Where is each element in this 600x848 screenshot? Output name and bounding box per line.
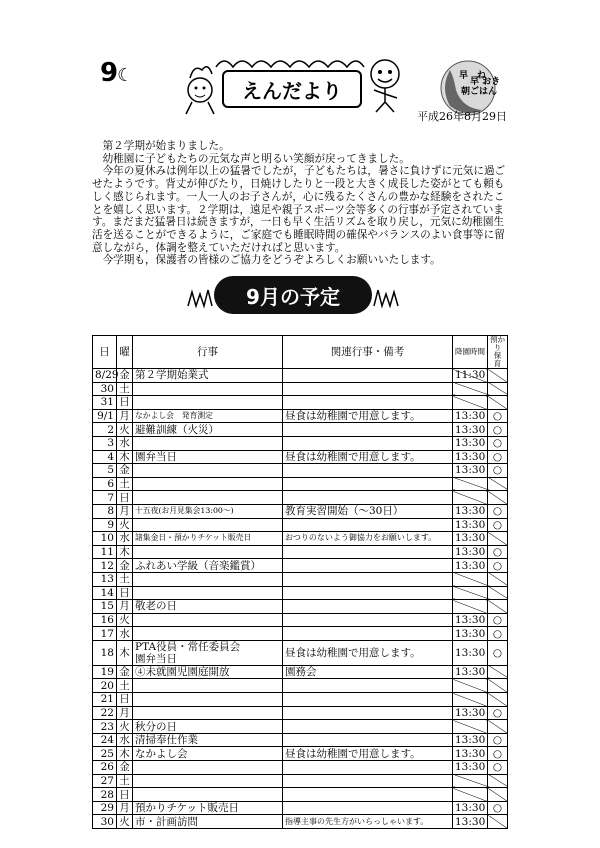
cell-day: 水 <box>117 627 133 641</box>
cell-extended-care <box>488 788 508 802</box>
cell-note <box>283 733 453 747</box>
cell-pickup-time <box>453 586 488 600</box>
cell-note <box>283 613 453 627</box>
cell-pickup-time: 13:30 <box>453 450 488 464</box>
cell-note: 教育実習開始（～30日） <box>283 504 453 518</box>
cell-note <box>283 706 453 720</box>
cell-pickup-time: 13:30 <box>453 706 488 720</box>
table-row <box>93 423 508 437</box>
intro-paragraph: 幼稚園に子どもたちの元気な声と明るい笑顔が戻ってきました。 <box>102 152 410 165</box>
cell-event <box>133 693 283 707</box>
cell-day: 月 <box>117 409 133 423</box>
cell-pickup-time: 13:30 <box>453 747 488 761</box>
header-extended-care: 預かり 保 育 <box>488 336 508 369</box>
cell-pickup-time: 13:30 <box>453 436 488 450</box>
cell-note: 園務会 <box>283 665 453 679</box>
cell-pickup-time <box>453 774 488 788</box>
cell-extended-care: ○ <box>488 640 508 665</box>
cell-note <box>283 720 453 734</box>
cell-day: 日 <box>117 586 133 600</box>
cell-note: 昼食は幼稚園で用意します。 <box>283 640 453 665</box>
cell-date: 22 <box>93 706 117 720</box>
table-row <box>93 761 508 775</box>
table-row <box>93 396 508 410</box>
cell-event: なかよし会 <box>133 747 283 761</box>
cell-extended-care <box>488 774 508 788</box>
table-row <box>93 572 508 586</box>
cell-extended-care <box>488 693 508 707</box>
header-event: 行事 <box>133 336 283 369</box>
cell-note <box>283 774 453 788</box>
cell-extended-care: ○ <box>488 801 508 815</box>
cell-pickup-time: 13:30 <box>453 640 488 665</box>
cell-note <box>283 679 453 693</box>
intro-paragraph: 今年の夏休みは例年以上の猛暑でしたが，子どもたちは，暑さに負けずに元気に過ごせたようです。背丈が伸びたり，日焼けしたりと一段と大きく成長した姿がとても頼もしく感じられます。一人一人のお子さんが，心に残るたくさんの豊かな経験をされたことを嬉しく思います。２学期は，遠足や親子スポーツ会等多くの行事が予定されています。まだまだ猛暑日は続きますが，一日も早く生活リズムを取り戻し，元気に幼稚園生活を送ることができるように，ご家庭でも睡眠時間の確保やバランスのよい食事等に留意しながら，体調を整えていただければと思います。 <box>92 165 506 254</box>
cell-day: 火 <box>117 720 133 734</box>
table-row <box>93 600 508 614</box>
cell-date: 9 <box>93 518 117 532</box>
cell-day: 木 <box>117 545 133 559</box>
table-row <box>93 693 508 707</box>
cell-note: 昼食は幼稚園で用意します。 <box>283 409 453 423</box>
cell-extended-care: ○ <box>488 436 508 450</box>
cell-event <box>133 464 283 478</box>
cell-pickup-time: 13:30 <box>453 545 488 559</box>
cell-extended-care: ○ <box>488 627 508 641</box>
cell-date: 26 <box>93 761 117 775</box>
cell-note <box>283 477 453 491</box>
table-row <box>93 815 508 829</box>
cell-event: ふれあい学級（音楽鑑賞） <box>133 559 283 573</box>
cell-date: 29 <box>93 801 117 815</box>
table-row <box>93 559 508 573</box>
cell-day: 土 <box>117 572 133 586</box>
cell-date: 16 <box>93 613 117 627</box>
cell-event <box>133 706 283 720</box>
cell-pickup-time <box>453 382 488 396</box>
sun-character-icon <box>366 56 404 114</box>
header-pickup-time: 降園時間 <box>453 336 488 369</box>
cell-extended-care <box>488 396 508 410</box>
cell-day: 金 <box>117 369 133 383</box>
cell-extended-care: ○ <box>488 464 508 478</box>
table-row <box>93 801 508 815</box>
cell-extended-care <box>488 382 508 396</box>
cell-day: 土 <box>117 679 133 693</box>
cell-note <box>283 464 453 478</box>
cell-note <box>283 600 453 614</box>
cell-pickup-time: 13:30 <box>453 627 488 641</box>
cell-extended-care: ○ <box>488 747 508 761</box>
cell-date: 8/29 <box>93 369 117 383</box>
header-day: 曜 <box>117 336 133 369</box>
table-row <box>93 640 508 665</box>
cell-extended-care <box>488 477 508 491</box>
cell-day: 木 <box>117 640 133 665</box>
cell-note <box>283 518 453 532</box>
table-row <box>93 518 508 532</box>
cell-pickup-time: 13:30 <box>453 733 488 747</box>
cell-event: 第２学期始業式 <box>133 369 283 383</box>
table-row <box>93 382 508 396</box>
cell-extended-care <box>488 586 508 600</box>
cell-date: 19 <box>93 665 117 679</box>
cell-note: おつりのないよう御協力をお願いします。 <box>283 532 453 546</box>
cell-note <box>283 382 453 396</box>
cell-extended-care <box>488 720 508 734</box>
cell-pickup-time <box>453 491 488 505</box>
cell-pickup-time: 13:30 <box>453 464 488 478</box>
cell-extended-care: ○ <box>488 761 508 775</box>
cell-date: 18 <box>93 640 117 665</box>
cell-extended-care <box>488 600 508 614</box>
intro-paragraph: 今学期も，保護者の皆様のご協力をどうぞよろしくお願いいたします。 <box>102 254 441 267</box>
cell-day: 火 <box>117 815 133 829</box>
table-row <box>93 464 508 478</box>
cell-pickup-time: 13:30 <box>453 801 488 815</box>
cell-pickup-time <box>453 693 488 707</box>
cell-pickup-time <box>453 572 488 586</box>
cell-day: 日 <box>117 396 133 410</box>
cell-date: 25 <box>93 747 117 761</box>
cell-extended-care: ○ <box>488 545 508 559</box>
cell-event <box>133 518 283 532</box>
newsletter-title: えんだより <box>222 70 362 108</box>
cell-date: 17 <box>93 627 117 641</box>
schedule-table <box>92 335 508 829</box>
cell-event: 秋分の日 <box>133 720 283 734</box>
cell-day: 木 <box>117 747 133 761</box>
cell-day: 土 <box>117 774 133 788</box>
cell-note <box>283 559 453 573</box>
cell-date: 30 <box>93 815 117 829</box>
cell-event <box>133 774 283 788</box>
cell-date: 13 <box>93 572 117 586</box>
cell-event: 市・計画訪問 <box>133 815 283 829</box>
cell-event <box>133 613 283 627</box>
cell-date: 4 <box>93 450 117 464</box>
cell-date: 24 <box>93 733 117 747</box>
logo-text-early-sleep: 早 ね <box>459 71 487 81</box>
cell-note <box>283 423 453 437</box>
table-row <box>93 477 508 491</box>
cell-extended-care: ○ <box>488 706 508 720</box>
cell-day: 月 <box>117 801 133 815</box>
cell-date: 20 <box>93 679 117 693</box>
cell-event <box>133 761 283 775</box>
cell-extended-care <box>488 491 508 505</box>
cell-date: 30 <box>93 382 117 396</box>
cell-note <box>283 801 453 815</box>
table-row <box>93 491 508 505</box>
cell-pickup-time <box>453 396 488 410</box>
cell-event: 諸集金日・預かりチケット販売日 <box>133 532 283 546</box>
intro-paragraph: 第２学期が始まりました。 <box>102 140 230 152</box>
cell-event <box>133 627 283 641</box>
cell-pickup-time: 13:30 <box>453 532 488 546</box>
cell-note <box>283 396 453 410</box>
cell-event <box>133 788 283 802</box>
cell-extended-care: ○ <box>488 613 508 627</box>
schedule-title: 9月の予定 <box>214 276 372 314</box>
cell-note: 昼食は幼稚園で用意します。 <box>283 450 453 464</box>
intro-message <box>92 140 508 267</box>
cell-day: 月 <box>117 600 133 614</box>
table-row <box>93 409 508 423</box>
cell-note: 昼食は幼稚園で用意します。 <box>283 747 453 761</box>
cell-date: 21 <box>93 693 117 707</box>
cell-note <box>283 627 453 641</box>
cell-note: 指導主事の先生方がいらっしゃいます。 <box>283 815 453 829</box>
cell-day: 月 <box>117 504 133 518</box>
cell-note <box>283 693 453 707</box>
table-row <box>93 504 508 518</box>
cell-date: 2 <box>93 423 117 437</box>
cell-day: 金 <box>117 665 133 679</box>
cell-date: 6 <box>93 477 117 491</box>
cell-event: ④未就園児園庭開放 <box>133 665 283 679</box>
cell-day: 木 <box>117 450 133 464</box>
cell-date: 31 <box>93 396 117 410</box>
cell-note <box>283 761 453 775</box>
cell-day: 火 <box>117 423 133 437</box>
cell-extended-care: ○ <box>488 409 508 423</box>
cell-pickup-time: 11:30 <box>453 369 488 383</box>
cell-date: 8 <box>93 504 117 518</box>
cell-event: 十五夜(お月見集会13:00～) <box>133 504 283 518</box>
cell-event <box>133 491 283 505</box>
cell-date: 7 <box>93 491 117 505</box>
cell-pickup-time: 13:30 <box>453 423 488 437</box>
table-row <box>93 627 508 641</box>
cell-extended-care <box>488 679 508 693</box>
cell-pickup-time <box>453 477 488 491</box>
cell-day: 土 <box>117 477 133 491</box>
cell-extended-care <box>488 665 508 679</box>
table-row <box>93 774 508 788</box>
cell-note <box>283 369 453 383</box>
table-row <box>93 788 508 802</box>
table-row <box>93 706 508 720</box>
cell-event <box>133 396 283 410</box>
cell-day: 土 <box>117 382 133 396</box>
cell-pickup-time: 13:30 <box>453 409 488 423</box>
cell-event: 避難訓練（火災） <box>133 423 283 437</box>
month-mark: 9☾ <box>100 58 133 88</box>
cell-day: 金 <box>117 464 133 478</box>
table-row <box>93 369 508 383</box>
moon-icon: ☾ <box>117 65 133 86</box>
cell-extended-care: ○ <box>488 518 508 532</box>
table-row <box>93 613 508 627</box>
cell-event <box>133 382 283 396</box>
cell-event: 預かりチケット販売日 <box>133 801 283 815</box>
table-header-row <box>93 336 508 369</box>
cell-day: 日 <box>117 491 133 505</box>
cell-extended-care: ○ <box>488 450 508 464</box>
logo-text-early-rise: 早 おき <box>470 77 501 87</box>
cell-event <box>133 545 283 559</box>
cell-day: 金 <box>117 559 133 573</box>
header-notes: 関連行事・備考 <box>283 336 453 369</box>
banner-cloud-decoration <box>214 54 366 68</box>
cell-note <box>283 586 453 600</box>
cell-extended-care <box>488 815 508 829</box>
table-row <box>93 436 508 450</box>
cell-pickup-time <box>453 788 488 802</box>
table-row <box>93 679 508 693</box>
cell-date: 14 <box>93 586 117 600</box>
cell-date: 15 <box>93 600 117 614</box>
cell-date: 10 <box>93 532 117 546</box>
cell-date: 5 <box>93 464 117 478</box>
cell-event: なかよし会 発育測定 <box>133 409 283 423</box>
cell-extended-care <box>488 369 508 383</box>
cell-day: 水 <box>117 733 133 747</box>
cell-event <box>133 436 283 450</box>
cell-event: 敬老の日 <box>133 600 283 614</box>
cell-pickup-time <box>453 600 488 614</box>
cell-date: 28 <box>93 788 117 802</box>
issue-date: 平成26年8月29日 <box>417 110 507 123</box>
cell-pickup-time: 13:30 <box>453 613 488 627</box>
cell-date: 12 <box>93 559 117 573</box>
table-row <box>93 720 508 734</box>
cell-extended-care: ○ <box>488 504 508 518</box>
cell-note <box>283 572 453 586</box>
table-row <box>93 450 508 464</box>
cell-pickup-time: 13:30 <box>453 665 488 679</box>
cell-pickup-time <box>453 720 488 734</box>
table-row <box>93 586 508 600</box>
cell-day: 水 <box>117 436 133 450</box>
cell-extended-care: ○ <box>488 559 508 573</box>
cell-pickup-time <box>453 679 488 693</box>
header-date: 日 <box>93 336 117 369</box>
cell-note <box>283 545 453 559</box>
cell-event: 園弁当日 <box>133 450 283 464</box>
cell-day: 金 <box>117 761 133 775</box>
cell-pickup-time: 13:30 <box>453 559 488 573</box>
cell-note <box>283 491 453 505</box>
cell-pickup-time: 13:30 <box>453 504 488 518</box>
grass-decoration-icon <box>186 288 214 308</box>
table-row <box>93 545 508 559</box>
cell-pickup-time: 13:30 <box>453 761 488 775</box>
cell-event <box>133 679 283 693</box>
table-row <box>93 532 508 546</box>
cell-day: 火 <box>117 518 133 532</box>
cell-day: 月 <box>117 706 133 720</box>
table-row <box>93 733 508 747</box>
cell-extended-care <box>488 532 508 546</box>
cell-day: 火 <box>117 613 133 627</box>
logo-text-breakfast: 朝ごはん <box>461 87 498 97</box>
cell-date: 23 <box>93 720 117 734</box>
cell-day: 日 <box>117 788 133 802</box>
cell-event: PTA役員・常任委員会 園弁当日 <box>133 640 283 665</box>
cell-pickup-time: 13:30 <box>453 815 488 829</box>
cell-date: 9/1 <box>93 409 117 423</box>
dancing-character-icon <box>180 60 220 118</box>
cell-note <box>283 788 453 802</box>
cell-extended-care: ○ <box>488 733 508 747</box>
cell-pickup-time: 13:30 <box>453 518 488 532</box>
cell-day: 水 <box>117 532 133 546</box>
cell-event <box>133 477 283 491</box>
table-row <box>93 665 508 679</box>
cell-extended-care <box>488 572 508 586</box>
grass-decoration-icon <box>372 288 400 308</box>
cell-extended-care: ○ <box>488 423 508 437</box>
cell-event <box>133 572 283 586</box>
cell-note <box>283 436 453 450</box>
cell-date: 27 <box>93 774 117 788</box>
cell-event: 清掃奉仕作業 <box>133 733 283 747</box>
cell-date: 11 <box>93 545 117 559</box>
cell-date: 3 <box>93 436 117 450</box>
cell-event <box>133 586 283 600</box>
cell-day: 日 <box>117 693 133 707</box>
table-row <box>93 747 508 761</box>
